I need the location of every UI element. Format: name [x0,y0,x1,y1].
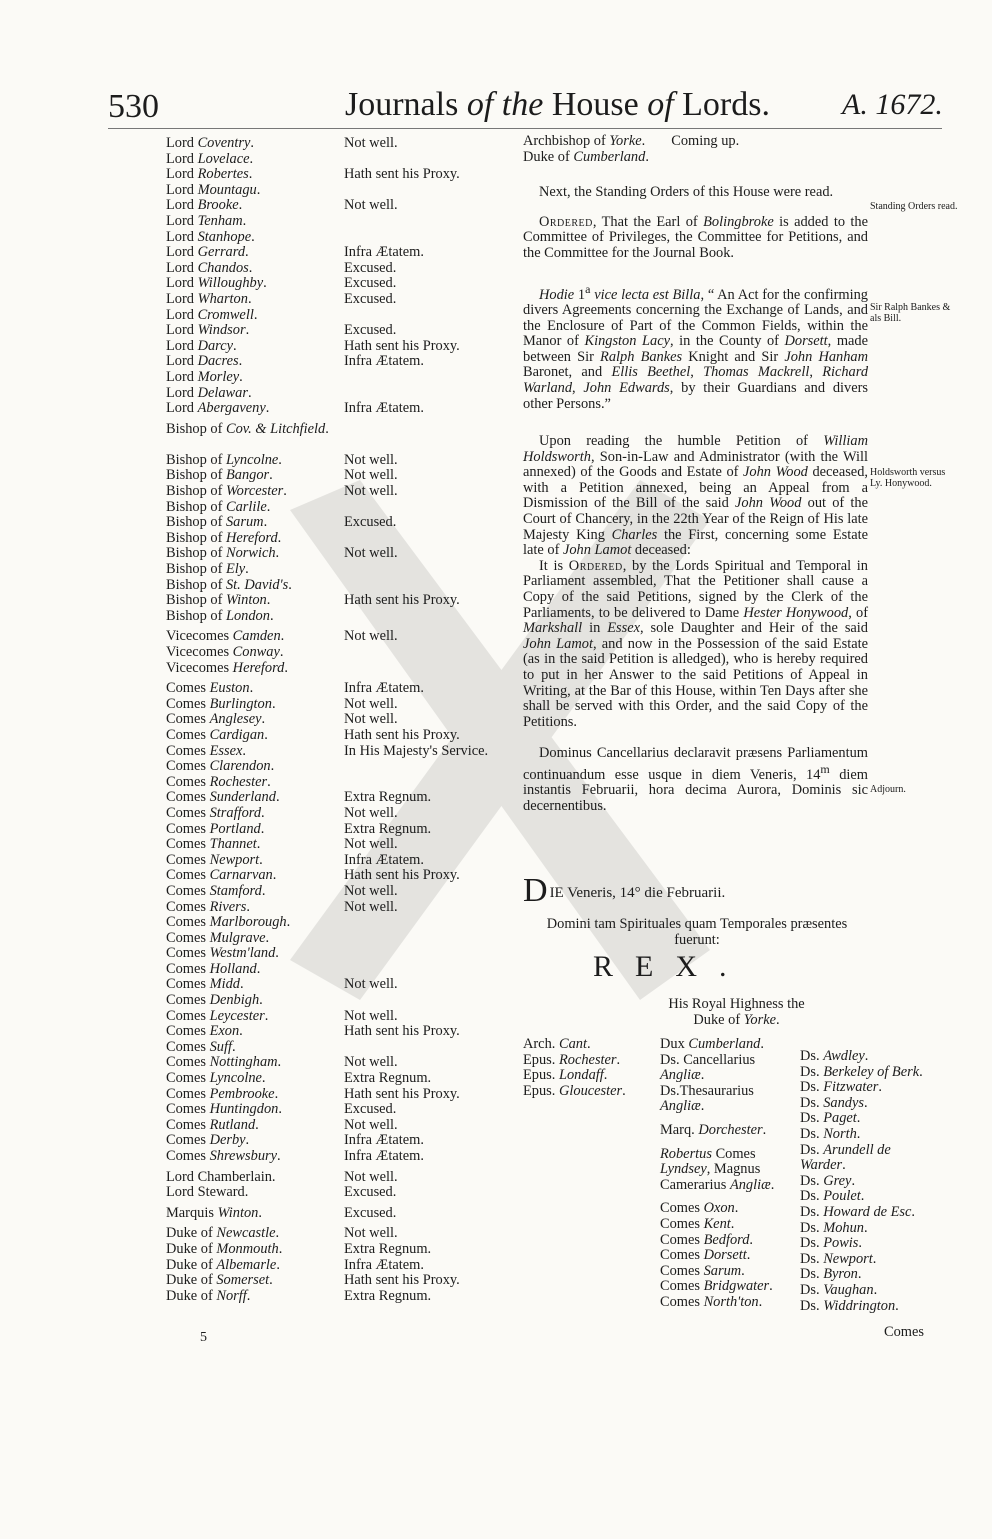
attendee-status: Infra Ætatem. [344,400,424,417]
attendee-name: Bishop of Norwich. [166,545,280,562]
attendee-name: Comes Carnarvan. [166,867,277,884]
journal-title: Journals of the House of Lords. [345,86,770,123]
attendee-status: Infra Ætatem. [344,1148,424,1164]
attendee-name: Comes Thannet. [166,836,261,853]
attendee-name: Comes Westm'land. [166,945,279,962]
header-rule [108,128,942,129]
attendee-name: Lord Brooke. [166,197,243,214]
attendee-status [344,230,514,246]
attendee-name: Bishop of Bangor. [166,467,273,484]
proceeding-paragraph: It is Ordered, by the Lords Spiritual and Temporal in Parliament assembled, That the Petitioner shall cause a Copy of the said Petitions, signed by the Clerk of the Parliaments, to be delivered to Dame Hester Honywood, of Markshall in Essex, sole Daughter and Heir of the said John Lamot, and now in the Possession of the said Estate (as in the said Petition is alledged), who is hereby required to put in her Answer to the said Petitions of Appeal in Writing, at the Bar of this House, within Ten Days after she shall be served with this Order, and the said Copy of the Petitions. [523,557,869,730]
attendee-status: Not well. [344,804,398,821]
attendee-status: Not well. [344,1054,398,1071]
present-lords-heading: Domini tam Spirituales quam Temporales præsentes fuerunt: [546,916,848,948]
attendee-name: Bishop of Ely. [166,561,249,578]
attendee-name: Comes Leycester. [166,1007,269,1024]
baron-entry: Ds. Widdrington. [800,1297,899,1314]
attendee-name: Bishop of Cov. & Litchfield. [166,420,329,437]
attendee-status: Hath sent his Proxy. [344,166,460,183]
top-attendee: Duke of Cumberland. [523,148,649,165]
attendee-status: Hath sent his Proxy. [344,1023,460,1040]
attendee-name: Comes Cardigan. [166,726,268,743]
attendee-status: Not well. [344,1007,398,1024]
attendee-name: Comes Rochester. [166,773,271,790]
attendee-name: Comes Derby. [166,1132,250,1149]
attendee-status: Not well. [344,483,398,500]
attendee-status: Not well. [344,1168,398,1185]
attendee-name: Lord Coventry. [166,135,254,151]
peer-entry: Comes Sarum. [660,1262,745,1279]
attendee-status: Extra Regnum. [344,820,432,837]
peer-entry: Dux Cumberland. [660,1036,764,1052]
attendee-name: Lord Lovelace. [166,150,254,167]
baron-entry: Ds. Byron. [800,1266,862,1283]
attendee-status [344,578,514,594]
attendee-status: Not well. [344,545,398,562]
attendee-status: Not well. [344,451,398,468]
day-heading: DIE Veneris, 14° die Februarii. [523,872,726,909]
proceedings-column [523,134,868,815]
attendee-status: Not well. [344,976,398,993]
attendee-status: Extra Regnum. [344,789,432,806]
attendee-status: Not well. [344,1116,398,1133]
attendee-status: Extra Regnum. [344,1240,432,1257]
attendee-name: Bishop of Lyncolne. [166,451,282,468]
attendee-status: Infra Ætatem. [344,244,424,261]
page-header [0,88,992,128]
page-number: 530 [108,88,159,125]
attendee-name: Comes Sunderland. [166,789,280,806]
baron-entry: Ds. Powis. [800,1235,862,1252]
attendee-status: Excused. [344,290,397,307]
rex-heading: REX. [593,950,749,983]
peers-middle-list [660,1037,800,1311]
attendee-status [344,946,514,962]
attendee-status [344,531,514,547]
attendee-status [344,562,514,578]
attendee-status: Infra Ætatem. [344,851,424,868]
attendee-status: Not well. [344,628,398,645]
attendee-name: Comes Holland. [166,960,261,977]
attendee-status [344,609,514,625]
attendee-status: Not well. [344,135,398,151]
attendee-status [344,915,514,931]
baron-entry: Ds. Sandys. [800,1094,868,1111]
attendee-name: Comes Midd. [166,976,244,993]
royal-highness: His Royal Highness the Duke of Yorke. [668,996,805,1028]
margin-note: Standing Orders read. [870,201,958,212]
peer-entry: Robertus Comes Lyndsey, Magnus Camerarius Angliæ. [660,1145,775,1193]
baron-entry: Ds. Howard de Esc. [800,1203,916,1220]
attendee-status: Hath sent his Proxy. [344,337,460,354]
bishop-entry: Arch. Cant. [523,1036,591,1052]
attendee-status [344,962,514,978]
attendee-name: Comes Rutland. [166,1116,259,1133]
page-year: A. 1672. [842,88,943,121]
attendee-status [344,500,514,516]
attendance-names-column [166,136,344,1304]
attendee-status [344,422,514,453]
peer-entry: Marq. Dorchester. [660,1121,767,1138]
attendee-name: Comes Pembrooke. [166,1085,279,1102]
attendee-name: Duke of Norff. [166,1287,251,1304]
proceedings-text [523,185,868,814]
catchword: Comes [884,1324,924,1340]
bishop-entry: Epus. Rochester. [523,1051,621,1068]
margin-note: Sir Ralph Bankes & als Bill. [870,302,951,324]
attendee-name: Bishop of St. David's. [166,576,292,593]
attendee-status: Excused. [344,322,397,339]
attendee-name: Comes Exon. [166,1023,243,1040]
attendee-name: Lord Gerrard. [166,244,249,261]
baron-entry: Ds. Arundell de Warder. [800,1141,891,1174]
attendee-name: Comes Denbigh. [166,992,263,1009]
attendee-name: Duke of Monmouth. [166,1240,283,1257]
bishop-entry: Epus. Londaff. [523,1067,608,1084]
baron-entry: Ds. Awdley. [800,1048,869,1064]
attendee-name: Bishop of Carlile. [166,498,271,515]
bishop-entry: Epus. Gloucester. [523,1082,626,1099]
attendee-name: Lord Tenham. [166,212,247,229]
attendee-status: Not well. [344,898,398,915]
proceeding-paragraph: Hodie 1$^a$ vice lecta est Billa, “ An Act for the confirming divers Agreements concerning the Exchange of Lands, and the Enclosure of Part of the Common Fields, within the Manor of Kingston Lacy, in the County of Dorsett, made between Sir Ralph Bankes Knight and Sir John Hanham Baronet, and Ellis Beethel, Thomas Mackrell, Richard Warland, John Edwards, by their Guardians and divers other Persons.” [523,281,869,412]
peer-entry: Comes Bridgwater. [660,1278,773,1295]
baron-entry: Ds. Berkeley of Berk. [800,1063,923,1080]
attendee-status: Excused. [344,1204,397,1221]
baron-entry: Ds. Newport. [800,1250,877,1267]
attendee-name: Vicecomes Conway. [166,644,284,660]
attendee-status [344,931,514,947]
attendee-status [344,759,514,775]
attendee-status: Excused. [344,259,397,276]
baron-entry: Ds. Vaughan. [800,1281,878,1298]
attendee-status: Excused. [344,275,397,292]
peer-entry: Comes Oxon. [660,1200,739,1217]
attendee-name: Lord Dacres. [166,353,243,370]
attendee-name: Lord Stanhope. [166,228,255,245]
attendee-status: Hath sent his Proxy. [344,592,460,609]
attendee-status: Extra Regnum. [344,1070,432,1087]
attendee-name: Duke of Albemarle. [166,1256,280,1273]
attendee-status: Not well. [344,836,398,853]
top-attendee: Archbishop of Yorke. Coming up. [523,133,740,149]
attendee-status [344,386,514,402]
attendee-status: Not well. [344,882,398,899]
attendee-name: Bishop of Winton. [166,592,271,609]
attendee-status: Extra Regnum. [344,1287,432,1304]
attendee-name: Comes Clarendon. [166,758,275,775]
attendee-status [344,183,514,199]
peer-entry: Comes Kent. [660,1215,735,1232]
attendee-name: Lord Steward. [166,1184,249,1201]
attendee-name: Lord Windsor. [166,322,250,339]
top-right-attendance [523,134,868,165]
attendee-name: Lord Chamberlain. [166,1168,276,1185]
attendee-status [344,775,514,791]
proceeding-paragraph: Dominus Cancellarius declaravit præsens Parliamentum continuandum esse usque in diem Veneris, 14$^m$ diem instantis Februarii, hora decima Aurora, Dominis sic decernentibus. [523,745,868,814]
attendee-status [344,152,514,168]
attendee-status: Hath sent his Proxy. [344,1085,460,1102]
attendee-status [344,661,514,677]
attendee-name: Comes Mulgrave. [166,929,270,946]
attendee-name: Marquis Winton. [166,1204,262,1221]
attendee-name: Lord Darcy. [166,337,237,354]
attendee-status [344,645,514,661]
proceeding-paragraph: Ordered, That the Earl of Bolingbroke is added to the Committee of Privileges, the Committee for Petitions, and the Committee for the Journal Book. [523,213,869,261]
attendee-status: Not well. [344,711,398,728]
attendee-name: Comes Rivers. [166,898,250,915]
attendee-status [344,993,514,1009]
attendee-name: Lord Morley. [166,368,243,385]
margin-note: Adjourn. [870,784,906,795]
attendee-status: Excused. [344,514,397,531]
attendee-name: Duke of Somerset. [166,1272,273,1289]
attendee-name: Bishop of Worcester. [166,483,287,500]
attendee-name: Lord Chandos. [166,259,253,276]
peer-entry: Ds. Cancellarius Angliæ. [660,1051,756,1084]
attendee-name: Lord Wharton. [166,290,252,307]
attendee-name: Comes Huntingdon. [166,1101,282,1118]
attendee-status [344,1040,514,1056]
attendee-name: Bishop of Hereford. [166,529,282,546]
attendee-status: Not well. [344,1225,398,1242]
attendee-status: Infra Ætatem. [344,680,424,697]
attendee-status: Infra Ætatem. [344,1256,424,1273]
attendee-name: Vicecomes Hereford. [166,659,288,676]
attendee-status: Hath sent his Proxy. [344,1272,460,1289]
baron-entry: Ds. Fitzwater. [800,1079,882,1096]
attendance-status-column [344,136,514,1304]
attendee-name: Lord Robertes. [166,166,253,183]
attendee-status: Infra Ætatem. [344,1132,424,1149]
attendee-status: Hath sent his Proxy. [344,867,460,884]
attendee-status: Excused. [344,1101,397,1118]
attendee-name: Comes Suff. [166,1038,236,1055]
baron-entry: Ds. Poulet. [800,1188,865,1205]
barons-right-list [800,1049,940,1314]
peer-entry: Comes Dorsett. [660,1247,751,1264]
attendee-name: Lord Willoughby. [166,275,267,292]
attendee-status [344,308,514,324]
attendee-name: Comes Newport. [166,851,263,868]
attendee-name: Comes Burlington. [166,695,276,712]
attendee-name: Duke of Newcastle. [166,1225,280,1242]
attendee-status: Not well. [344,695,398,712]
attendee-name: Comes Portland. [166,820,265,837]
attendee-name: Lord Delawar. [166,384,252,401]
baron-entry: Ds. Mohun. [800,1219,868,1236]
attendee-name: Lord Abergaveny. [166,400,270,417]
peer-entry: Comes North'ton. [660,1293,763,1310]
attendee-name: Comes Essex. [166,742,246,759]
attendee-status: Not well. [344,197,398,214]
attendee-name: Comes Strafford. [166,804,265,821]
baron-entry: Ds. Grey. [800,1172,856,1189]
attendee-status [344,370,514,386]
attendee-name: Comes Euston. [166,680,254,697]
attendee-name: Comes Marlborough. [166,914,291,931]
baron-entry: Ds. Paget. [800,1110,861,1127]
attendee-name: Comes Nottingham. [166,1054,282,1071]
attendee-name: Vicecomes Camden. [166,628,285,645]
baron-entry: Ds. North. [800,1125,861,1142]
attendee-status: Infra Ætatem. [344,353,424,370]
attendee-name: Lord Cromwell. [166,306,258,323]
margin-note: Holdsworth versus Ly. Honywood. [870,467,946,489]
peer-entry: Comes Bedford. [660,1231,754,1248]
attendee-status: Not well. [344,467,398,484]
attendee-name: Comes Anglesey. [166,711,266,728]
attendee-status: Hath sent his Proxy. [344,726,460,743]
attendee-status: Excused. [344,1184,397,1201]
attendee-status: In His Majesty's Service. [344,742,489,759]
peer-entry: Ds.Thesaurarius Angliæ. [660,1082,754,1115]
attendee-status [344,214,514,230]
attendee-name: Bishop of London. [166,607,274,624]
attendee-name: Comes Lyncolne. [166,1070,266,1087]
attendee-name: Lord Mountagu. [166,181,261,198]
bishops-list [523,1037,653,1099]
signature-mark: 5 [200,1330,207,1345]
attendee-name: Bishop of Sarum. [166,514,268,531]
proceeding-paragraph: Next, the Standing Orders of this House were read. [539,184,834,201]
proceeding-paragraph: Upon reading the humble Petition of William Holdsworth, Son-in-Law and Administrator (with the Will annexed) of the Goods and Estate of John Wood deceased, with a Petition annexed, being an Appeal from a Dismission of the Bill of the said John Wood out of the Court of Chancery, in the 22th Year of the Reign of His late Majesty King Charles the First, concerning some Estate late of John Lamot deceased: [523,433,868,559]
attendee-name: Comes Stamford. [166,882,266,899]
attendee-name: Comes Shrewsbury. [166,1148,281,1164]
